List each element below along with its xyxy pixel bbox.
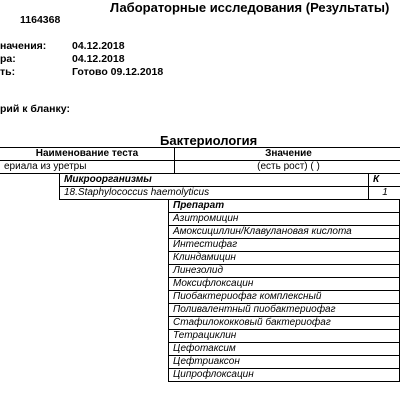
drug-row [169, 265, 400, 278]
col-micro: Микроорганизмы [60, 174, 369, 187]
drug-name: Цефтриаксон [169, 356, 400, 369]
drug-name: Пиобактериофаг комплексный [169, 291, 400, 304]
page-title: Лабораторные исследования (Результаты) [110, 0, 390, 15]
drug-row [169, 278, 400, 291]
info-value-1: 04.12.2018 [72, 40, 125, 52]
drug-name: Тетрациклин [169, 330, 400, 343]
drug-row [169, 213, 400, 226]
info-label-1: начения: [0, 40, 47, 52]
drug-row [169, 330, 400, 343]
drug-name: Поливалентный пиобактериофаг [169, 304, 400, 317]
drug-row [169, 356, 400, 369]
col-drug: Препарат [169, 200, 400, 213]
drug-name: Клиндамицин [169, 252, 400, 265]
drug-name: Интестифаг [169, 239, 400, 252]
micro-organism: 18.Staphylococcus haemolyticus [60, 187, 369, 200]
drug-row [169, 343, 400, 356]
drug-name: Амоксициллин/Клавулановая кислота [169, 226, 400, 239]
col-test-name: Наименование теста [0, 148, 175, 161]
drug-row [169, 291, 400, 304]
drug-name: Ципрофлоксацин [169, 369, 400, 382]
drug-row [169, 239, 400, 252]
order-id: 1164368 [20, 14, 61, 26]
drug-name: Линезолид [169, 265, 400, 278]
drug-name: Стафилококковый бактериофаг [169, 317, 400, 330]
drug-name: Цефотаксим [169, 343, 400, 356]
drugs-table [168, 199, 400, 382]
drug-row [169, 252, 400, 265]
test-name: ериала из уретры [0, 161, 175, 174]
drug-name: Азитромицин [169, 213, 400, 226]
tests-table [0, 147, 400, 174]
info-value-2: 04.12.2018 [72, 53, 125, 65]
comment-label: рий к бланку: [0, 103, 70, 115]
col-right: К [369, 174, 400, 187]
drug-row [169, 226, 400, 239]
section-title: Бактериология [160, 133, 258, 148]
test-value: (есть рост) ( ) [175, 161, 400, 174]
drug-row [169, 369, 400, 382]
info-label-2: ра: [0, 53, 16, 65]
col-test-value: Значение [175, 148, 400, 161]
drug-name: Моксифлоксацин [169, 278, 400, 291]
micro-right-value: 1 [369, 187, 400, 200]
micro-table [59, 173, 400, 200]
info-value-3: Готово 09.12.2018 [72, 66, 164, 78]
drug-row [169, 304, 400, 317]
info-label-3: ть: [0, 66, 16, 78]
drug-row [169, 317, 400, 330]
